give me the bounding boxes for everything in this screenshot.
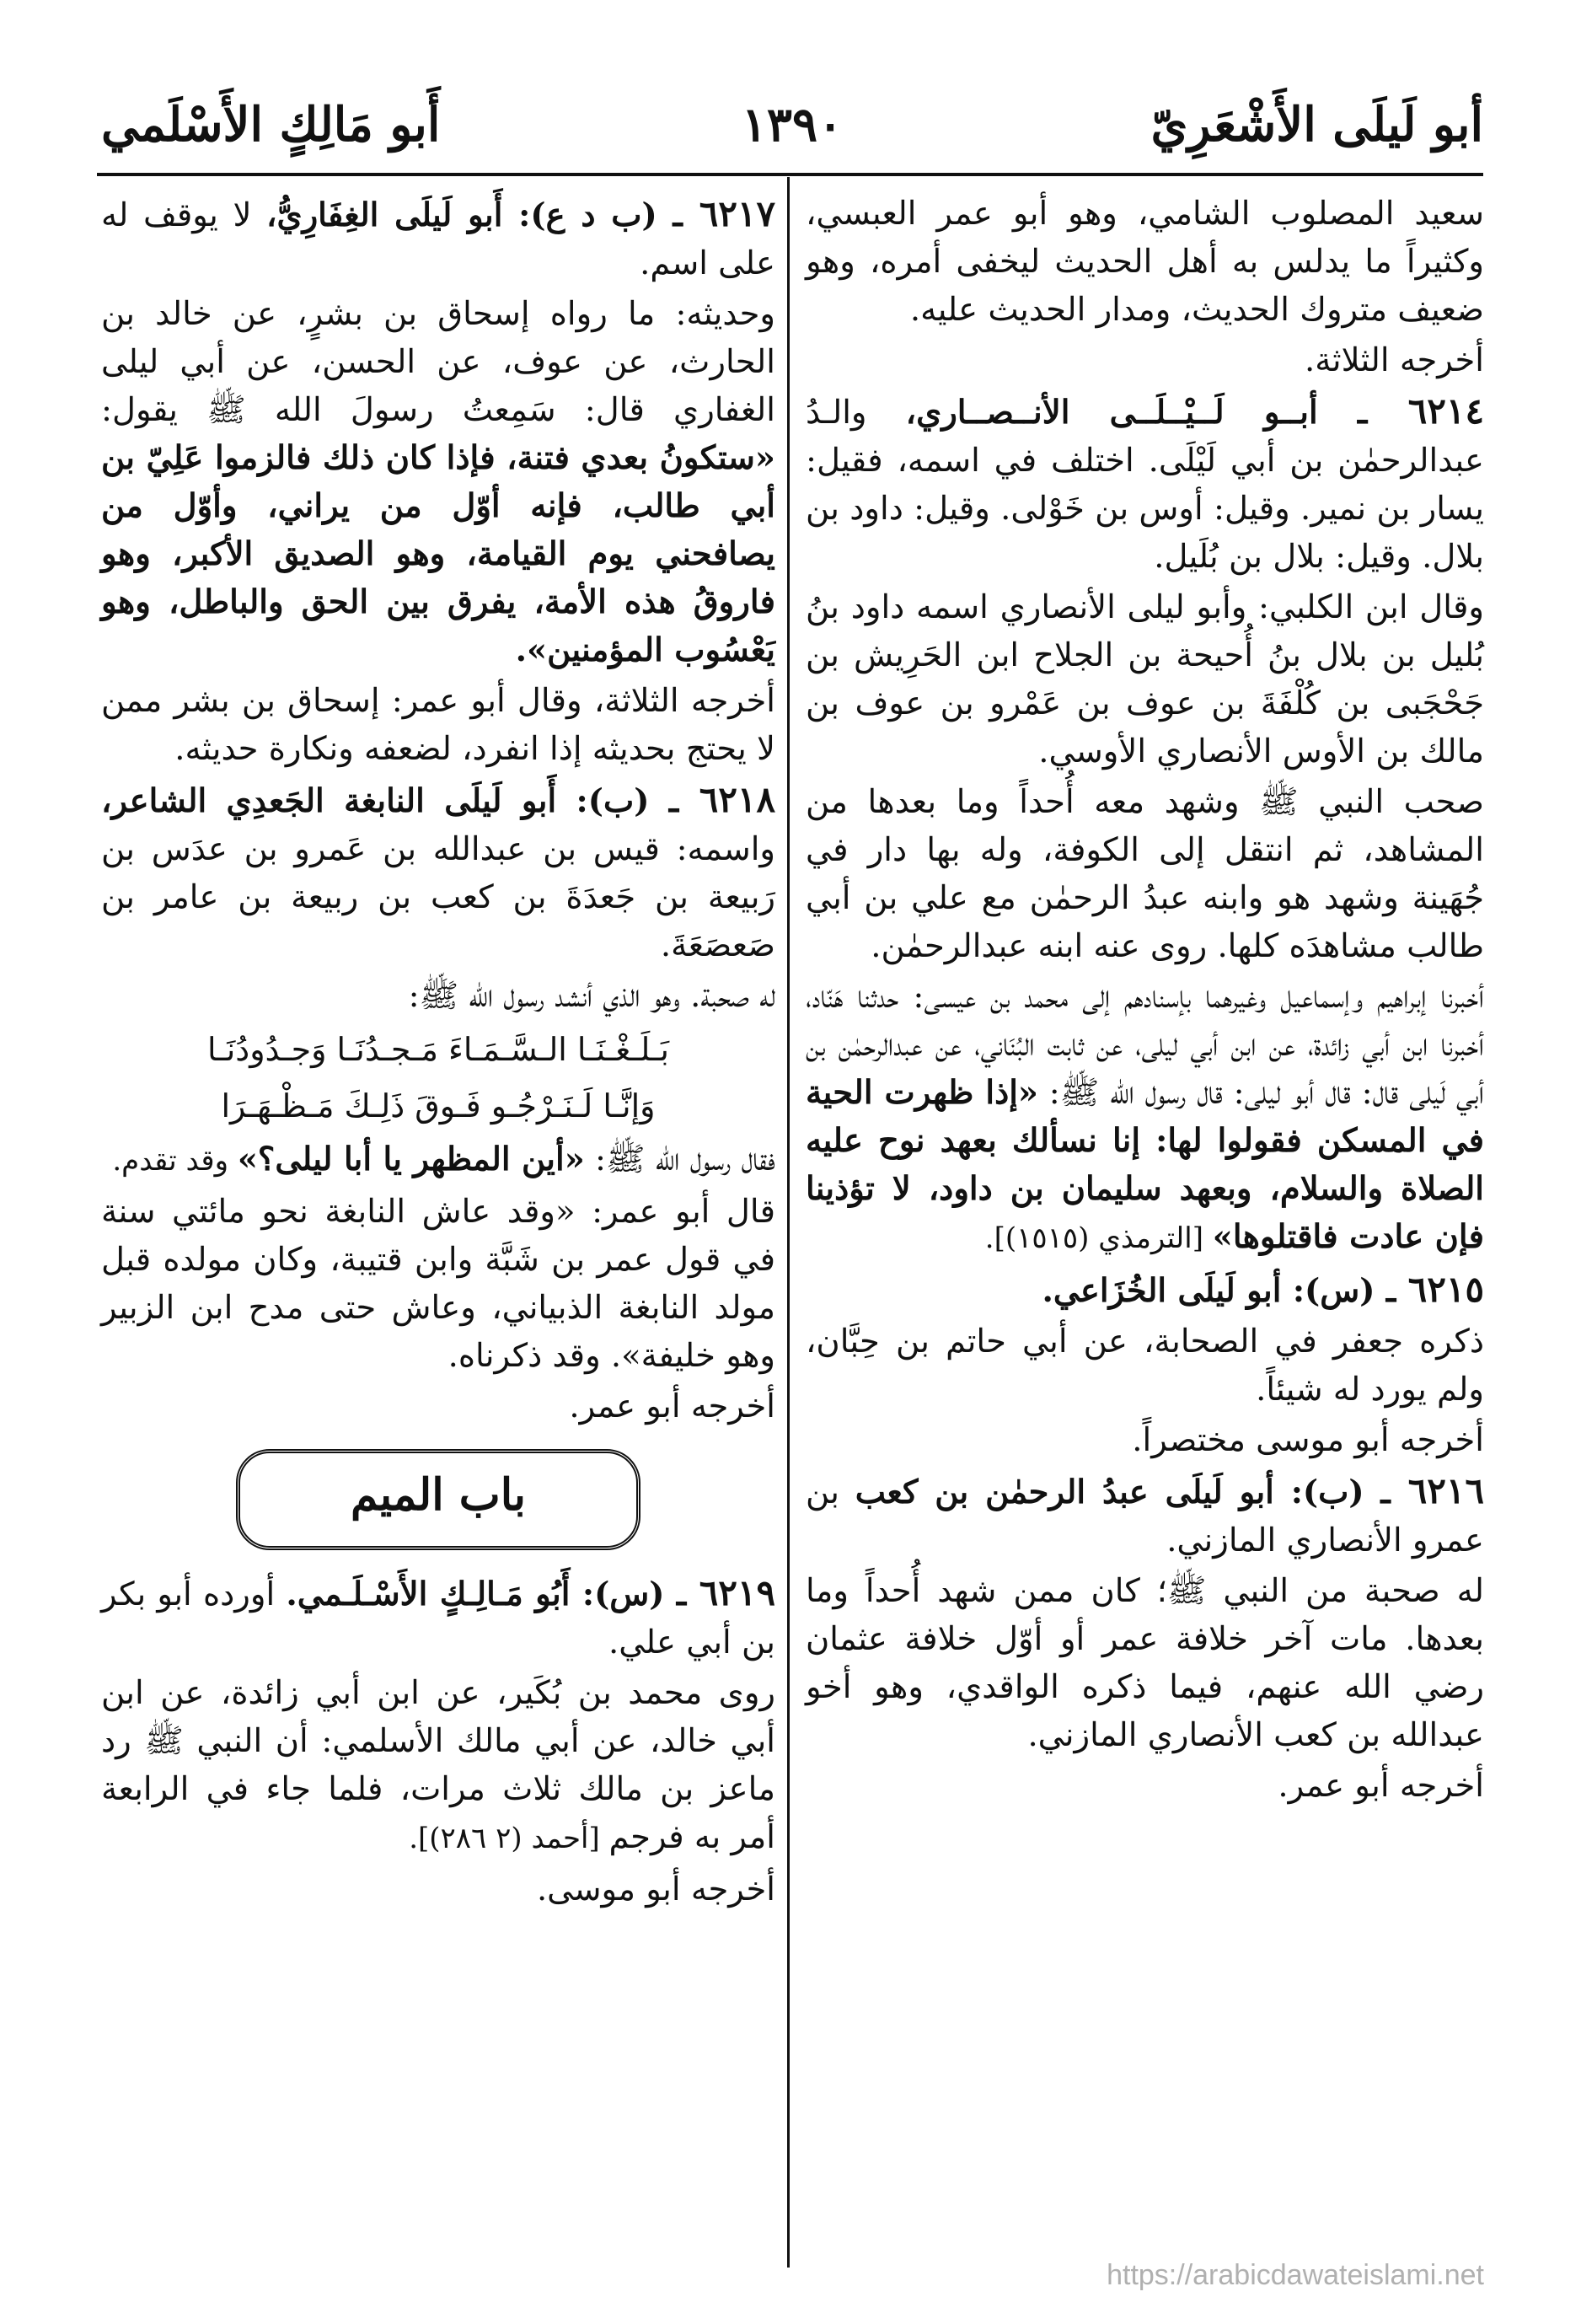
entry-number: ٦٢١٥: [1396, 1269, 1484, 1310]
entry-heading: ـ (ب): أَبو لَيلَى النابغة الجَعدِي الشاعر،: [101, 782, 679, 820]
paragraph: أخرجه أبو موسى مختصراً.: [1132, 1421, 1484, 1459]
entry-paragraph: [101, 1569, 775, 1667]
paragraph: أخرجه أبو عمر.: [569, 1387, 775, 1425]
watermark-url[interactable]: https://arabicdawateislami.net: [1107, 2259, 1484, 2291]
paragraph: [101, 1135, 775, 1185]
right-column: [806, 190, 1484, 1812]
paragraph: [101, 290, 775, 674]
paragraph: صحب النبي ﷺ وشهد معه أُحداً وما بعدها من المشاهد، ثم انتقل إلى الكوفة، وله بها دار في جُهَينة وشهد هو وابنه عبدُ الرحمٰن مع علي بن أبي طالب مشاهدَه كلها. روى عنه ابنه عبدالرحمٰن.: [806, 783, 1484, 965]
entry-text: واسمه: قيس بن عبدالله بن عَمرو بن عدَس بن رَبيعة بن جَعدَةَ بن كعب بن ربيعة بن عامر بن صَعصَعَةَ.: [101, 830, 775, 964]
paragraph: وقال ابن الكلبي: وأبو ليلى الأنصاري اسمه داود بنُ بُليل بن بلال بنُ أُحيحة بن الجلاح ابن الحَرِيش بن جَحْجَبى بن كُلْفَةَ بن عوف بن عَمْرو بن عوف بن مالك بن الأوس الأنصاري الأوسي.: [806, 588, 1484, 770]
paragraph: له صحبة. وهو الذي أنشد رسول الله ﷺ:: [408, 977, 775, 1015]
paragraph: أخرجه الثلاثة.: [1304, 341, 1484, 379]
entry-paragraph: [806, 1467, 1484, 1565]
running-title-right: أبو لَيلَى الأَشْعَرِيّ: [1150, 97, 1483, 153]
poem-verse: بَـلَـغْـنَـا الـسَّـمَـاءَ مَـجـدُنَـا وَجـدُودُنَـا: [206, 1031, 669, 1068]
entry-heading: ـ (ب د ع): أَبو لَيلَى الغِفَارِيُّ،: [266, 196, 683, 234]
entry-paragraph: [806, 1265, 1484, 1315]
entry-text: بن عمرو الأنصاري المازني.: [806, 1473, 1484, 1559]
entry-paragraph: [806, 387, 1484, 581]
entry-heading: ـ (ب): أبو لَيلَى عبدُ الرحمٰن بن كعب: [855, 1473, 1391, 1511]
running-title-left: أَبو مَالِكٍ الأَسْلَمي: [101, 97, 441, 153]
entry-heading: ـ أبــو لَــيْــلَــى الأنــصــاري،: [905, 394, 1368, 432]
paragraph-text: أخبرنا إبراهيم وإسماعيل وغيرهما بإسنادهم إلى محمد بن عيسى: حدثنا هَنّاد، أخبرنا ابن أبي زائدة، عن ابن أبي ليلى، عن ثابت البُنَاني، عن عبدالرحمٰن بن أبي لَيلى قال: قال أبو ليلى: قال رسول الله ﷺ:: [806, 978, 1484, 1112]
paragraph-text: فقال رسول الله ﷺ:: [584, 1141, 775, 1178]
left-column: [101, 190, 775, 1916]
hadith-quote: «أين المظهر يا أبا ليلى؟»: [237, 1141, 585, 1178]
entry-heading: ـ (س): أَبُو مَـالِـكٍ الأَسْـلَـمي.: [286, 1575, 687, 1613]
paragraph: أخرجه أبو عمر.: [1278, 1767, 1484, 1805]
paragraph: [101, 1669, 775, 1863]
entry-text: لا يوقف له على اسم.: [101, 196, 775, 282]
header-rule: [97, 173, 1483, 176]
paragraph: له صحبة من النبي ﷺ؛ كان ممن شهد أُحداً وما بعدها. مات آخر خلافة عمر أو أوّل خلافة عثمان رضي الله عنهم، فيما ذكره الواقدي، وهو أخو عبدالله بن كعب الأنصاري المازني.: [806, 1572, 1484, 1754]
entry-number: ٦٢١٩: [686, 1572, 775, 1613]
entry-heading: ـ (س): أبو لَيلَى الخُزَاعي.: [1042, 1272, 1396, 1310]
paragraph: قال أبو عمر: «وقد عاش النابغة نحو مائتي سنة في قول عمر بن شَبَّة وابن قتيبة، وكان مولده قبل مولد النابغة الذبياني، وعاش حتى مدح ابن الزبير وهو خليفة». وقد ذكرناه.: [101, 1193, 775, 1375]
hadith-quote: «ستكونُ بعدي فتنة، فإذا كان ذلك فالزموا عَلِيّ بن أبي طالب، فإنه أوّل من يراني، وأوّل من يصافحني يوم القيامة، وهو الصديق الأكبر، وهو فاروقُ هذه الأمة، يفرق بين الحق والباطل، وهو يَعْسُوب المؤمنين».: [101, 439, 775, 669]
entry-paragraph: [101, 776, 775, 969]
citation: [الترمذي (١٥١٥)].: [984, 1221, 1213, 1255]
page-header: [101, 80, 1483, 173]
poem-verse: وَإنَّـا لَـنَـرْجُـو فَـوقَ ذَلِـكَ مَـظْـهَـرَا: [221, 1087, 656, 1124]
entry-number: ٦٢١٧: [682, 193, 776, 234]
entry-paragraph: [101, 190, 775, 287]
entry-number: ٦٢١٤: [1367, 390, 1485, 432]
paragraph: سعيد المصلوب الشامي، وهو أبو عمر العبسي، وكثيراً ما يدلس به أهل الحديث ليخفى أمره، وهو ضعيف متروك الحديث، ومدار الحديث عليه.: [806, 195, 1484, 329]
page-number: ١٣٩٠: [741, 97, 844, 153]
paragraph: أخرجه أبو موسى.: [536, 1870, 775, 1908]
paragraph-text: روى محمد بن بُكَير، عن ابن أبي زائدة، عن ابن أبي خالد، عن أبي مالك الأسلمي: أن النبي ﷺ رد ماعز بن مالك ثلاث مرات، فلما جاء في الرابعة أمر به فرجم: [101, 1674, 775, 1856]
column-divider: [787, 177, 790, 2268]
paragraph: ذكره جعفر في الصحابة، عن أبي حاتم بن حِبَّان، ولم يورد له شيئاً.: [806, 1323, 1484, 1409]
entry-text: والـدُ عبدالرحمٰن بن أبي لَيْلَى. اختلف في اسمه، فقيل: يسار بن نمير. وقيل: أوس بن خَوْلى. وقيل: داود بن بلال. وقيل: بلال بن بُلَيل.: [806, 394, 1484, 576]
citation: وقد تقدم.: [112, 1144, 238, 1178]
paragraph: [806, 973, 1484, 1263]
entry-text: أورده أبو بكر بن أبي علي.: [101, 1575, 775, 1661]
paragraph-text: وحديثه: ما رواه إسحاق بن بشرٍ، عن خالد بن الحارث، عن عوف، عن الحسن، عن أبي ليلى الغفاري قال: سَمِعتُ رسولَ الله ﷺ يقول:: [101, 295, 775, 429]
paragraph: أخرجه الثلاثة، وقال أبو عمر: إسحاق بن بشر ممن لا يحتج بحديثه إذا انفرد، لضعفه ونكارة حديثه.: [101, 682, 775, 768]
citation: [أحمد (٢ ٢٨٦)].: [409, 1822, 609, 1855]
chapter-heading: باب الميم: [236, 1449, 640, 1550]
entry-number: ٦٢١٦: [1390, 1470, 1485, 1511]
hadith-quote: «إذا ظهرت الحية في المسكن فقولوا لها: إنا نسألك بعهد نوح عليه الصلاة والسلام، وبعهد سليمان بن داود، لا تؤذينا فإن عادت فاقتلوها»: [806, 1074, 1484, 1256]
entry-number: ٦٢١٨: [678, 779, 775, 820]
